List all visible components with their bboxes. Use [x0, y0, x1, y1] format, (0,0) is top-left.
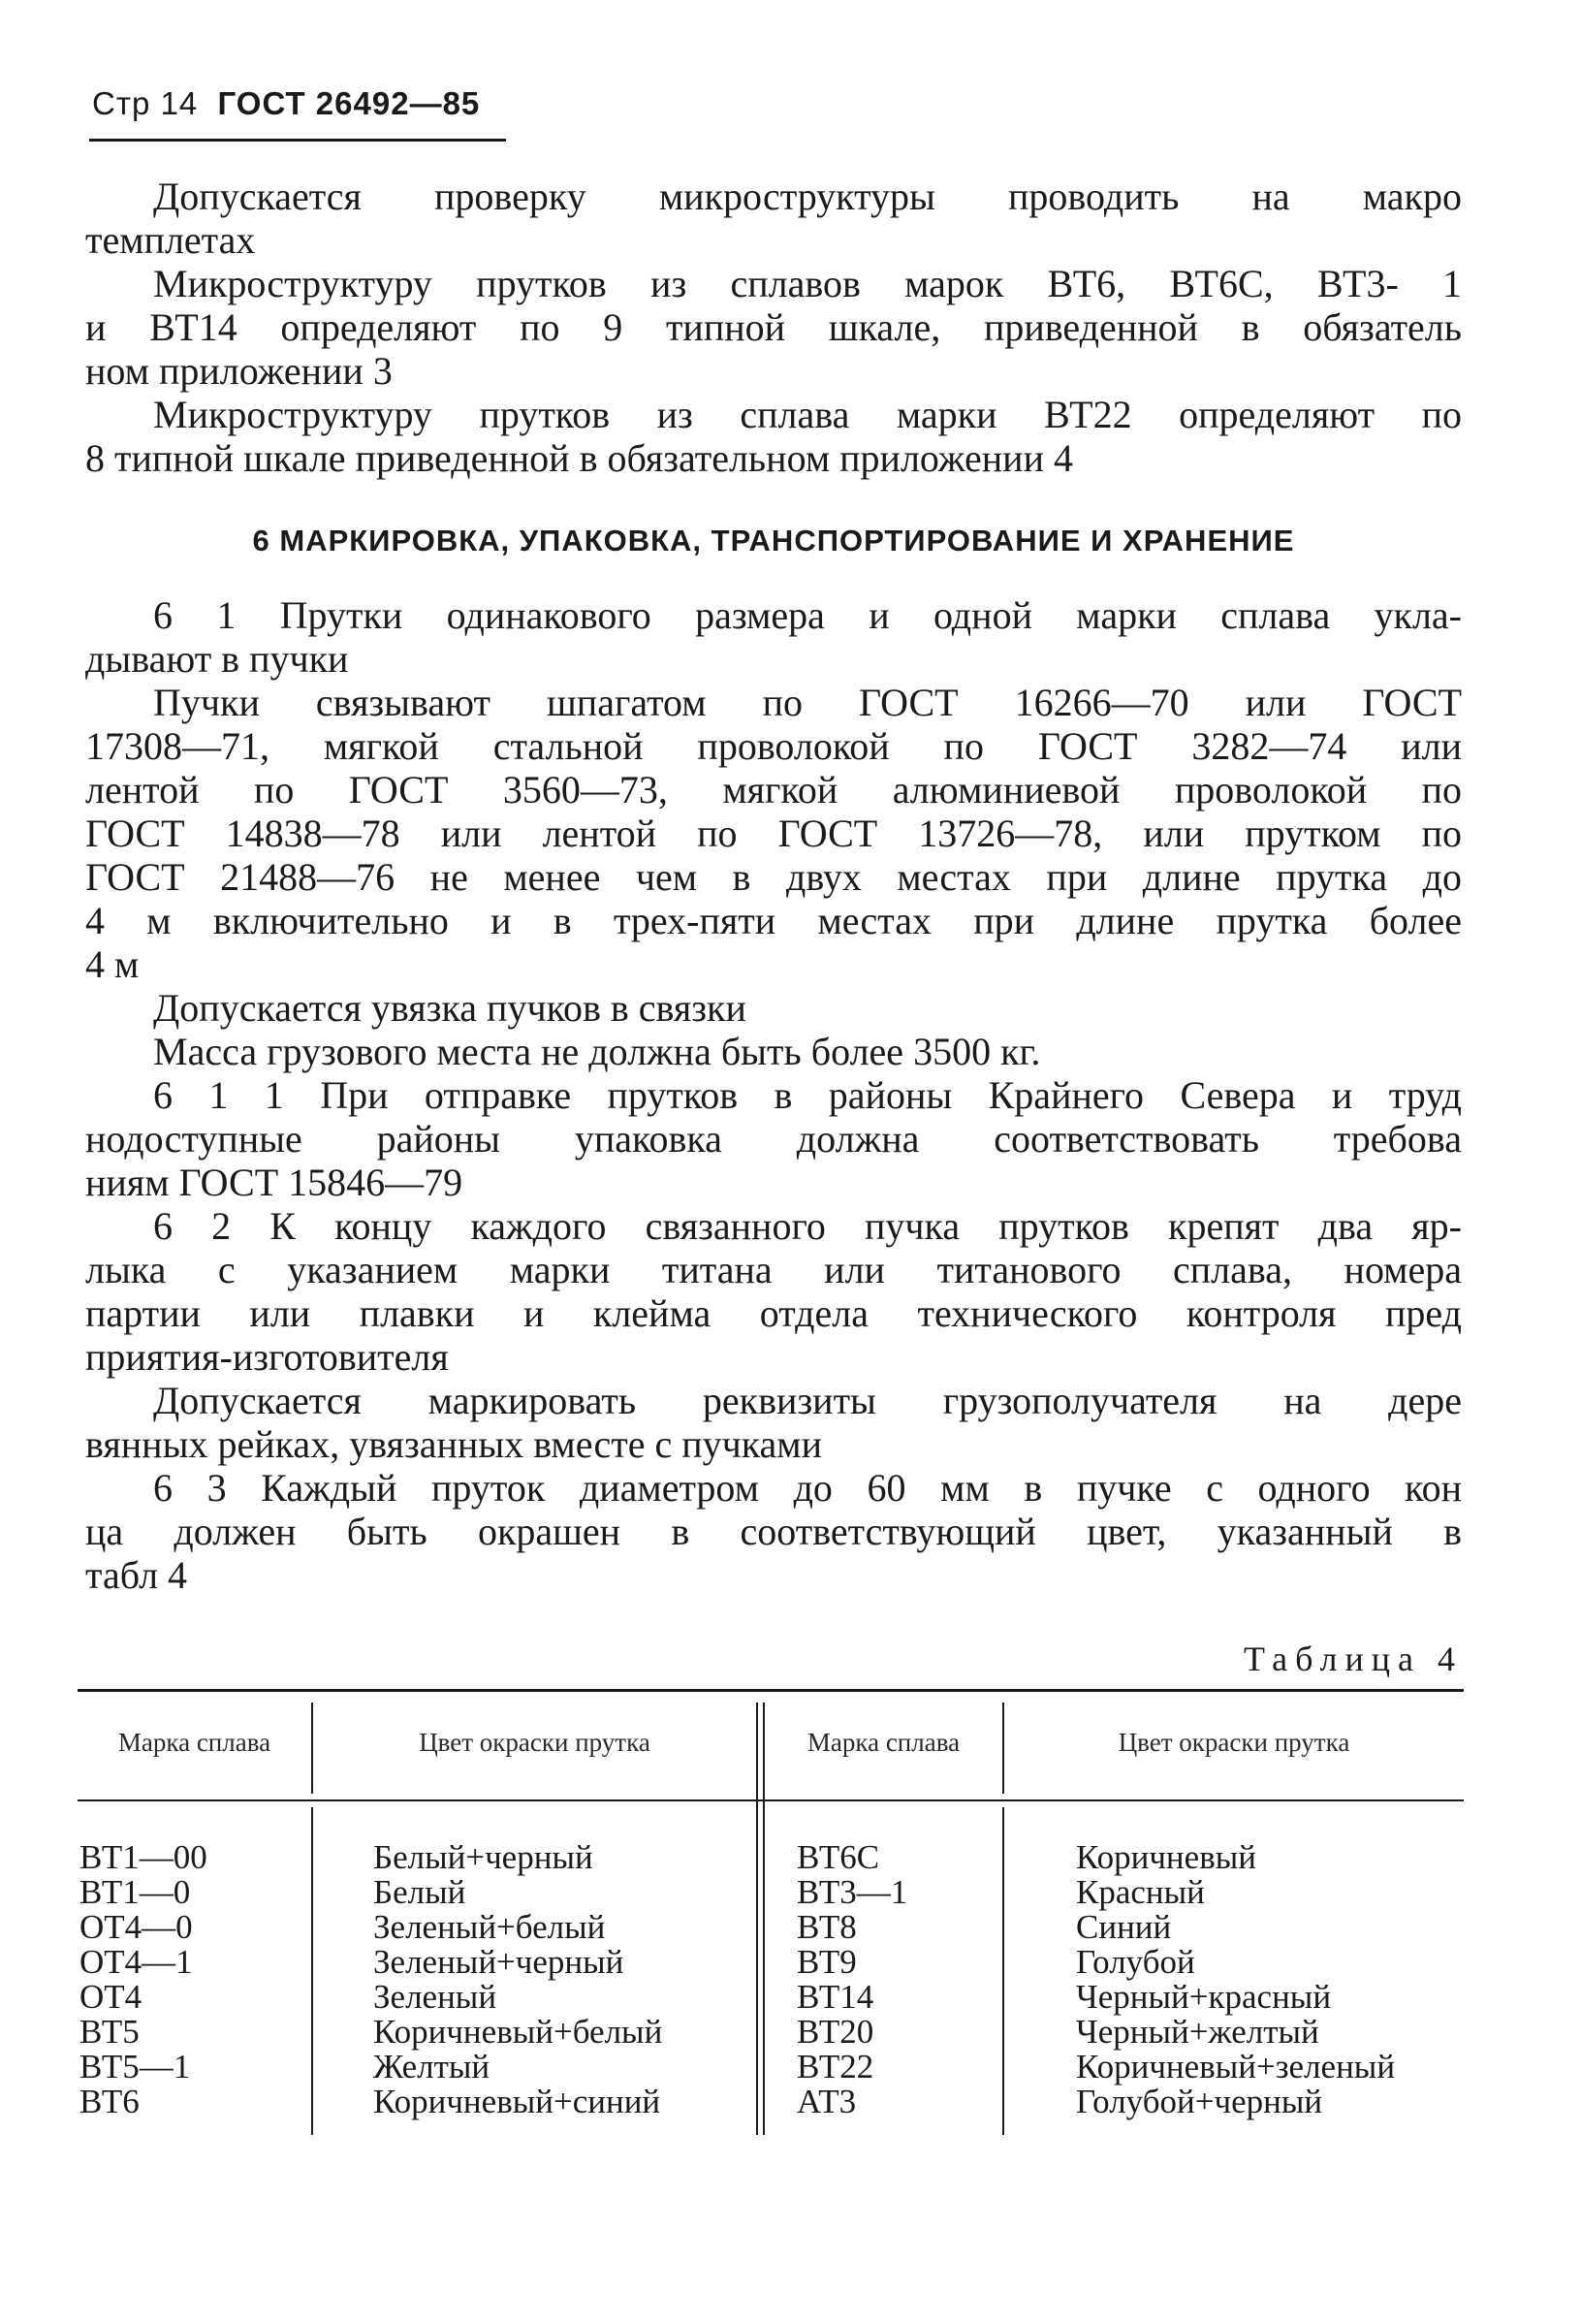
text-line: дывают в пучки: [85, 637, 349, 681]
text-line: Допускается проверку микроструктуры проводить на макро: [153, 175, 1462, 218]
standard-number: ГОСТ 26492—85: [217, 85, 481, 121]
right-grade-column: [797, 1840, 907, 2119]
text-line: приятия-изготовителя: [85, 1335, 449, 1379]
color-cell: Голубой: [1076, 1943, 1195, 1981]
grade-cell: ОТ4—0: [79, 1908, 193, 1946]
color-cell: Голубой+черный: [1076, 2083, 1323, 2120]
text-line: 6 1 Прутки одинакового размера и одной марки сплава укла-: [153, 593, 1462, 637]
column-divider: [311, 1807, 313, 2135]
table-top-rule: [78, 1689, 1464, 1692]
text-line: лентой по ГОСТ 3560—73, мягкой алюминиевой проволокой по: [85, 768, 1462, 812]
color-cell: Белый: [373, 1873, 466, 1911]
text-line: нодоступные районы упаковка должна соответствовать требова: [85, 1117, 1462, 1161]
color-cell: Белый+черный: [373, 1838, 593, 1876]
text-line: 8 типной шкале приведенной в обязательном приложении 4: [85, 436, 1073, 480]
text-line: Пучки связывают шпагатом по ГОСТ 16266—70 или ГОСТ: [153, 681, 1462, 724]
text-line: 17308—71, мягкой стальной проволокой по ГОСТ 3282—74 или: [85, 724, 1462, 768]
text-line: вянных рейках, увязанных вместе с пучками: [85, 1422, 823, 1466]
grade-cell: ВТ20: [797, 2013, 874, 2051]
text-line: 6 2 К концу каждого связанного пучка прутков крепят два яр-: [153, 1204, 1462, 1248]
column-divider-double: [756, 1703, 758, 2135]
header-grade: Марка сплава: [806, 1728, 961, 1757]
right-color-column: [1076, 1840, 1395, 2119]
text-line: Масса грузового места не должна быть более 3500 кг.: [153, 1030, 1041, 1073]
table-header-rule: [78, 1799, 1464, 1801]
grade-cell: ВТ8: [797, 1908, 857, 1946]
page-header: [92, 85, 480, 122]
section-heading: 6 МАРКИРОВКА, УПАКОВКА, ТРАНСПОРТИРОВАНИЕ И ХРАНЕНИЕ: [252, 524, 1295, 557]
text-line: ГОСТ 21488—76 не менее чем в двух местах при длине прутка до: [85, 855, 1462, 899]
text-line: 6 3 Каждый пруток диаметром до 60 мм в пучке с одного кон: [153, 1466, 1462, 1510]
text-line: ниям ГОСТ 15846—79: [85, 1161, 463, 1204]
color-cell: Зеленый+черный: [373, 1943, 624, 1981]
text-line: Микроструктуру прутков из сплавов марок ВТ6, ВТ6С, ВТ3- 1: [153, 262, 1462, 305]
grade-cell: ОТ4: [79, 1978, 142, 2016]
grade-cell: ВТ5—1: [79, 2048, 191, 2085]
intro-text-block: [85, 175, 1462, 480]
grade-cell: ВТ3—1: [797, 1873, 908, 1911]
color-cell: Желтый: [373, 2048, 490, 2085]
text-line: партии или плавки и клейма отдела технического контроля пред: [85, 1291, 1462, 1335]
grade-cell: АТ3: [797, 2083, 857, 2120]
grade-cell: ВТ1—00: [79, 1838, 207, 1876]
grade-cell: ВТ5: [79, 2013, 140, 2051]
text-line: Допускается увязка пучков в связки: [153, 986, 746, 1030]
text-line: ГОСТ 14838—78 или лентой по ГОСТ 13726—78, или прутком по: [85, 812, 1462, 855]
color-cell: Коричневый+зеленый: [1076, 2048, 1396, 2085]
column-divider: [1002, 1807, 1004, 2135]
color-marking-table: [78, 1689, 1464, 2135]
section-text-block: [85, 593, 1462, 1597]
color-cell: Черный+красный: [1076, 1978, 1332, 2016]
column-divider-double: [763, 1703, 765, 2135]
text-line: ца должен быть окрашен в соответствующий цвет, указанный в: [85, 1510, 1462, 1553]
text-line: 4 м: [85, 942, 140, 986]
table-caption: Таблица 4: [1244, 1640, 1463, 1678]
text-line: Микроструктуру прутков из сплава марки ВТ22 определяют по: [153, 393, 1462, 436]
color-cell: Зеленый+белый: [373, 1908, 606, 1946]
color-cell: Зеленый: [373, 1978, 497, 2016]
page-number: Стр 14: [92, 85, 199, 121]
color-cell: Синий: [1076, 1908, 1172, 1946]
text-line: Допускается маркировать реквизиты грузополучателя на дере: [153, 1379, 1462, 1422]
grade-cell: ВТ6С: [797, 1838, 880, 1876]
grade-cell: ОТ4—1: [79, 1943, 193, 1981]
text-line: темплетах: [85, 218, 256, 262]
text-line: 4 м включительно и в трех-пяти местах при длине прутка более: [85, 899, 1462, 942]
text-line: 6 1 1 При отправке прутков в районы Крайнего Севера и труд: [153, 1073, 1462, 1117]
header-color: Цвет окраски прутка: [419, 1728, 650, 1757]
text-line: лыка с указанием марки титана или титанового сплава, номера: [85, 1248, 1462, 1291]
color-cell: Черный+желтый: [1076, 2013, 1319, 2051]
text-line: табл 4: [85, 1553, 188, 1597]
grade-cell: ВТ6: [79, 2083, 140, 2120]
header-grade: Марка сплава: [117, 1728, 271, 1757]
left-grade-column: [79, 1840, 207, 2119]
text-line: и ВТ14 определяют по 9 типной шкале, приведенной в обязатель: [85, 305, 1462, 349]
color-cell: Коричневый+белый: [373, 2013, 663, 2051]
color-cell: Коричневый: [1076, 1838, 1256, 1876]
grade-cell: ВТ9: [797, 1943, 857, 1981]
header-divider: [89, 139, 506, 142]
grade-cell: ВТ22: [797, 2048, 874, 2085]
color-cell: Коричневый+синий: [373, 2083, 661, 2120]
left-color-column: [373, 1840, 662, 2119]
color-cell: Красный: [1076, 1873, 1205, 1911]
grade-cell: ВТ14: [797, 1978, 874, 2016]
header-color: Цвет окраски прутка: [1118, 1728, 1350, 1757]
text-line: ном приложении 3: [85, 349, 393, 393]
grade-cell: ВТ1—0: [79, 1873, 191, 1911]
